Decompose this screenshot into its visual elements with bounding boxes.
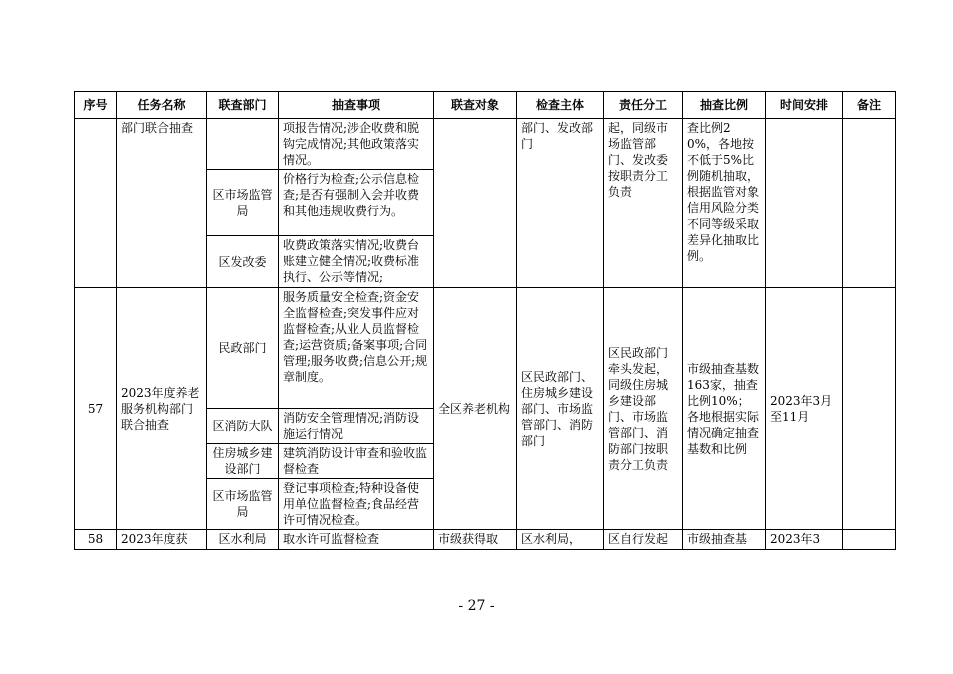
- ratio-cell: 查比例20%，各地按不低于5%比例随机抽取，根据监管对象信用风险分类不同等级采取差异化抽取比例。: [683, 119, 766, 288]
- item-cell: 建筑消防设计审查和验收监督检查: [279, 444, 434, 479]
- dept-cell: 区市场监管局: [207, 479, 279, 530]
- duty-cell: 起，同级市场监管部门、发改委按职责分工负责: [604, 119, 683, 288]
- dept-cell: 民政部门: [207, 288, 279, 409]
- ratio-cell: 市级抽查基: [683, 530, 766, 550]
- item-cell: 取水许可监督检查: [279, 530, 434, 550]
- no-cell: [75, 119, 117, 288]
- note-cell: [843, 119, 896, 288]
- dept-cell: 区水利局: [207, 530, 279, 550]
- target-cell: 全区养老机构: [434, 288, 517, 530]
- dept-cell: 区消防大队: [207, 409, 279, 444]
- table-row: [75, 119, 896, 170]
- task-name-cell: 部门联合抽查: [117, 119, 207, 288]
- note-cell: [843, 530, 896, 550]
- subject-cell: 区水利局，: [517, 530, 604, 550]
- subject-cell: 区民政部门、住房城乡建设部门、市场监管部门、消防部门: [517, 288, 604, 530]
- header-cell: 联查部门: [207, 92, 279, 119]
- header-row: [75, 92, 896, 119]
- time-cell: 2023年3月至11月: [766, 288, 843, 530]
- target-cell: [434, 119, 517, 288]
- task-name-cell: 2023年度获: [117, 530, 207, 550]
- time-cell: [766, 119, 843, 288]
- table-row: [75, 530, 896, 550]
- dept-cell: [207, 119, 279, 170]
- task-name-cell: 2023年度养老服务机构部门联合抽查: [117, 288, 207, 530]
- header-cell: 序号: [75, 92, 117, 119]
- no-cell: 57: [75, 288, 117, 530]
- table-row: [75, 288, 896, 409]
- header-cell: 抽查事项: [279, 92, 434, 119]
- header-cell: 任务名称: [117, 92, 207, 119]
- duty-cell: 区自行发起: [604, 530, 683, 550]
- header-cell: 责任分工: [604, 92, 683, 119]
- note-cell: [843, 288, 896, 530]
- inspection-table: [74, 91, 896, 550]
- header-cell: 联查对象: [434, 92, 517, 119]
- item-cell: 项报告情况;涉企收费和脱钩完成情况;其他政策落实情况。: [279, 119, 434, 170]
- subject-cell: 部门、发改部门: [517, 119, 604, 288]
- dept-cell: 住房城乡建设部门: [207, 444, 279, 479]
- header-cell: 抽查比例: [683, 92, 766, 119]
- header-cell: 备注: [843, 92, 896, 119]
- page-number: - 27 -: [458, 598, 495, 614]
- header-cell: 检查主体: [517, 92, 604, 119]
- item-cell: 价格行为检查;公示信息检查;是否有强制入会并收费和其他违规收费行为。: [279, 170, 434, 236]
- no-cell: 58: [75, 530, 117, 550]
- item-cell: 登记事项检查;特种设备使用单位监督检查;食品经营许可情况检查。: [279, 479, 434, 530]
- item-cell: 收费政策落实情况;收费台账建立健全情况;收费标准执行、公示等情况;: [279, 236, 434, 288]
- duty-cell: 区民政部门牵头发起，同级住房城乡建设部门、市场监管部门、消防部门按职责分工负责: [604, 288, 683, 530]
- item-cell: 服务质量安全检查;资金安全监督检查;突发事件应对监督检查;从业人员监督检查;运营资质;备案事项;合同管理;服务收费;信息公开;规章制度。: [279, 288, 434, 409]
- target-cell: 市级获得取: [434, 530, 517, 550]
- item-cell: 消防安全管理情况;消防设施运行情况: [279, 409, 434, 444]
- ratio-cell: 市级抽查基数163家，抽查比例10%；各地根据实际情况确定抽查基数和比例: [683, 288, 766, 530]
- time-cell: 2023年3: [766, 530, 843, 550]
- dept-cell: 区市场监管局: [207, 170, 279, 236]
- header-cell: 时间安排: [766, 92, 843, 119]
- dept-cell: 区发改委: [207, 236, 279, 288]
